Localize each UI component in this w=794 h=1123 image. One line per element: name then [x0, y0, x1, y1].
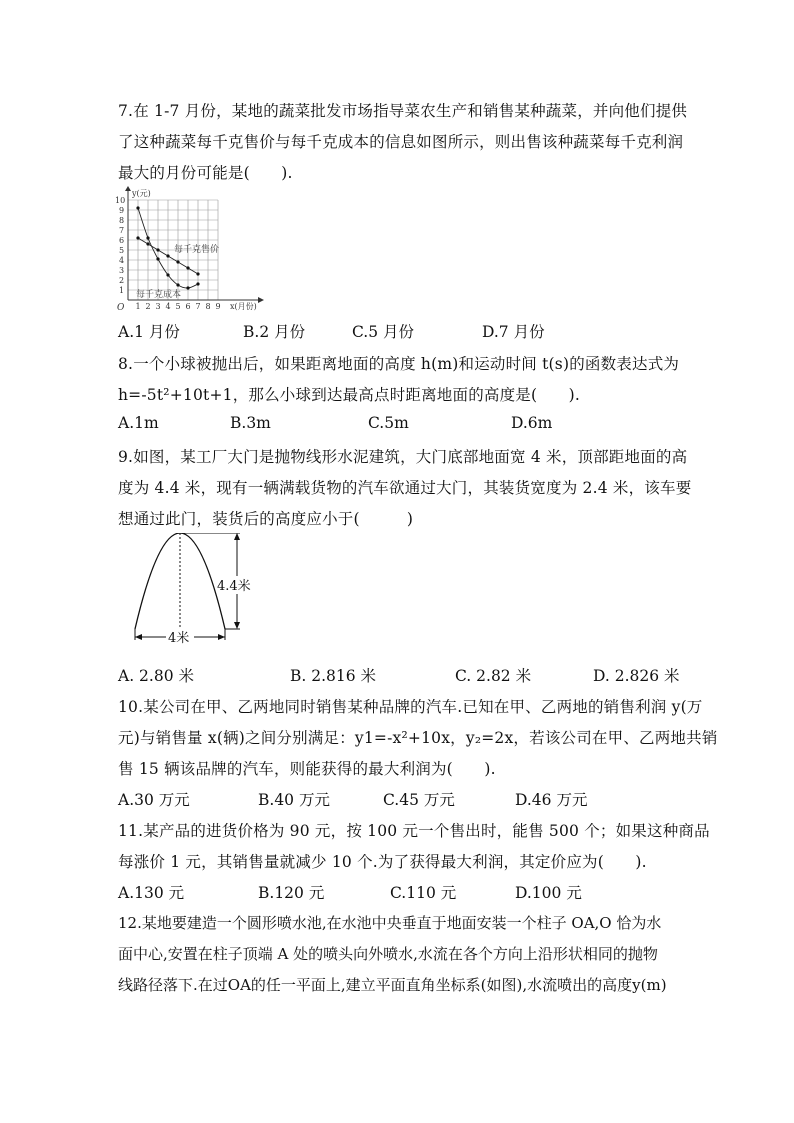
y-axis-arrow: [125, 186, 131, 191]
y-tick-label: 9: [119, 206, 125, 215]
x-tick-label: 7: [195, 302, 201, 311]
data-point-price: [196, 272, 199, 275]
series-label-cost: 每千克成本: [136, 290, 182, 300]
y-tick-label: 4: [119, 256, 125, 265]
q10-option-c: C.45 万元: [383, 791, 455, 809]
q9-line-2: 度为 4.4 米，现有一辆满载货物的汽车欲通过大门，其装货宽度为 2.4 米，该车要: [118, 479, 692, 497]
x-tick-label: 9: [215, 302, 221, 311]
q9-option-a: A. 2.80 米: [118, 667, 194, 685]
q7-line-1: 7.在 1-7 月份，某地的蔬菜批发市场指导菜农生产和销售某种蔬菜，并向他们提供: [118, 102, 688, 120]
q7-option-a: A.1 月份: [118, 323, 180, 341]
data-point-cost: [176, 283, 179, 286]
q11-line-2: 每涨价 1 元，其销售量就减少 10 个.为了获得最大利润，其定价应为( ).: [118, 853, 647, 871]
y-tick-label: 1: [119, 286, 125, 295]
x-tick-label: 1: [135, 302, 141, 311]
q11-option-a: A.130 元: [118, 884, 185, 902]
q9-line-1: 9.如图，某工厂大门是抛物线形水泥建筑，大门底部地面宽 4 米，顶部距地面的高: [118, 448, 688, 466]
data-point-price: [176, 260, 179, 263]
q12-line-1: 12.某地要建造一个圆形喷水池,在水池中央垂直于地面安装一个柱子 OA,O 恰为水: [118, 914, 662, 932]
width-arrow-right: [218, 634, 225, 640]
data-point-price: [136, 236, 139, 239]
q10-option-d: D.46 万元: [515, 791, 588, 809]
data-point-cost: [146, 236, 149, 239]
q12-line-2: 面中心,安置在柱子顶端 A 处的喷头向外喷水,水流在各个方向上沿形状相同的抛物: [118, 945, 658, 963]
q8-option-c: C.5m: [368, 414, 409, 432]
q9-gate-figure: [128, 533, 258, 658]
data-point-price: [146, 242, 149, 245]
height-arrow-down: [234, 622, 240, 629]
width-label: 4米: [168, 631, 190, 646]
y-axis-label: y(元): [132, 189, 151, 198]
q10-line-1: 10.某公司在甲、乙两地同时销售某种品牌的汽车.已知在甲、乙两地的销售利润 y(万: [118, 698, 703, 716]
data-point-cost: [196, 282, 199, 285]
q9-option-b: B. 2.816 米: [290, 667, 377, 685]
q9-option-d: D. 2.826 米: [593, 667, 680, 685]
q10-line-2: 元)与销售量 x(辆)之间分别满足：y1=-x²+10x，y₂=2x，若该公司在甲、乙两地共销: [118, 729, 718, 747]
y-tick-label: 5: [119, 246, 125, 255]
q9-option-c: C. 2.82 米: [455, 667, 532, 685]
series-label-price: 每千克售价: [174, 245, 220, 255]
x-tick-label: 6: [185, 302, 191, 311]
q8-line-1: 8.一个小球被抛出后，如果距离地面的高度 h(m)和运动时间 t(s)的函数表达式为: [118, 355, 680, 373]
data-point-cost: [166, 273, 169, 276]
data-point-price: [166, 254, 169, 257]
x-tick-label: 3: [155, 302, 161, 311]
origin-label: O: [117, 303, 125, 313]
y-tick-label: 6: [119, 236, 125, 245]
y-tick-label: 2: [119, 276, 125, 285]
data-point-price: [156, 248, 159, 251]
y-tick-label: 3: [119, 266, 125, 275]
q7-option-c: C.5 月份: [352, 323, 415, 341]
width-arrow-left: [135, 634, 142, 640]
q10-line-3: 售 15 辆该品牌的汽车，则能获得的最大利润为( ).: [118, 760, 496, 778]
q11-line-1: 11.某产品的进货价格为 90 元，按 100 元一个售出时，能售 500 个；如果这种商品: [118, 822, 710, 840]
q7-option-d: D.7 月份: [482, 323, 545, 341]
q9-line-3: 想通过此门，装货后的高度应小于( ): [118, 510, 414, 528]
y-tick-label: 8: [119, 216, 125, 225]
y-tick-label: 7: [119, 226, 125, 235]
q7-option-b: B.2 月份: [243, 323, 306, 341]
height-label: 4.4米: [217, 579, 251, 594]
q11-option-d: D.100 元: [515, 884, 582, 902]
data-point-cost: [136, 206, 139, 209]
x-axis-label: x(月份): [230, 302, 257, 311]
q12-line-3: 线路径落下.在过OA的任一平面上,建立平面直角坐标系(如图),水流喷出的高度y(m): [118, 976, 667, 994]
q7-line-2: 了这种蔬菜每千克售价与每千克成本的信息如图所示，则出售该种蔬菜每千克利润: [118, 133, 684, 151]
q8-line-2: h=-5t²+10t+1，那么小球到达最高点时距离地面的高度是( ).: [118, 386, 581, 404]
x-tick-label: 8: [205, 302, 211, 311]
data-point-cost: [186, 286, 189, 289]
q8-option-d: D.6m: [511, 414, 553, 432]
data-point-cost: [156, 257, 159, 260]
q7-price-cost-chart: [112, 186, 272, 316]
x-tick-label: 2: [145, 302, 151, 311]
height-arrow-up: [234, 533, 240, 540]
x-tick-label: 5: [175, 302, 181, 311]
q11-option-b: B.120 元: [258, 884, 325, 902]
q7-line-3: 最大的月份可能是( ).: [118, 164, 293, 182]
y-tick-label: 10: [115, 196, 126, 205]
data-point-price: [186, 266, 189, 269]
q11-option-c: C.110 元: [390, 884, 457, 902]
q10-option-b: B.40 万元: [258, 791, 330, 809]
q8-option-b: B.3m: [230, 414, 271, 432]
q10-option-a: A.30 万元: [118, 791, 190, 809]
x-axis-arrow: [258, 297, 264, 303]
q8-option-a: A.1m: [118, 414, 159, 432]
x-tick-label: 4: [165, 302, 171, 311]
